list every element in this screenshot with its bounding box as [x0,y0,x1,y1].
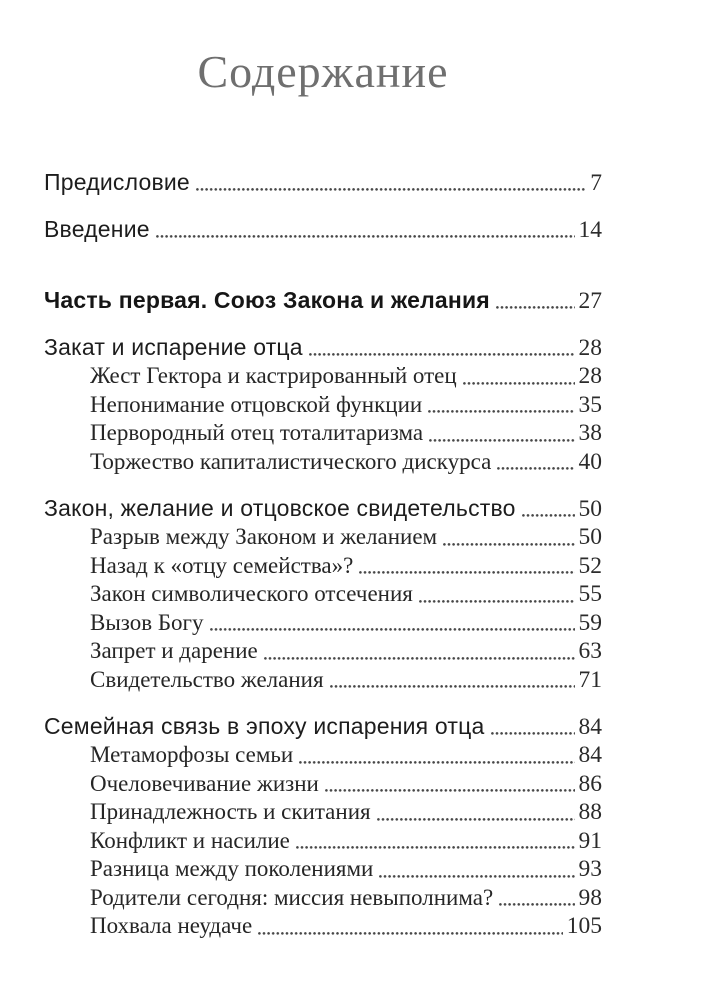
toc-entry-label: Закон символического отсечения [90,581,413,606]
dotted-leader [299,761,574,764]
dotted-leader [377,818,575,821]
dotted-leader [258,932,563,935]
toc-entry [44,712,602,741]
toc-entry-label: Разрыв между Законом и желанием [90,524,438,549]
toc-entry-page: 50 [578,524,602,550]
toc-entry-label: Семейная связь в эпоху испарения отца [44,713,485,739]
toc-entry-page: 50 [578,496,602,522]
toc-entry-label: Разница между поколениями [90,856,374,881]
toc-entry-page: 55 [578,581,602,607]
page-title: Содержание [197,46,449,97]
toc-entry [44,827,602,856]
toc-entry-page: 28 [578,335,602,361]
toc-entry [44,419,602,448]
dotted-leader [309,353,575,356]
toc-entry-page: 71 [578,666,602,693]
dotted-leader [419,600,575,603]
toc-entry-label: Закат и испарение отца [44,334,303,360]
toc-content [44,46,602,941]
dotted-leader [379,875,574,878]
dotted-leader [196,188,586,191]
toc-entry [44,215,602,244]
toc-entry-page: 93 [578,856,602,882]
dotted-leader [210,628,575,631]
toc-entry [44,884,602,913]
toc-entry-label: Введение [44,216,150,242]
toc-entry [44,798,602,827]
toc-entry [44,770,602,799]
dotted-leader [264,657,575,660]
toc-entry [44,494,602,523]
toc-list [44,168,602,941]
toc-entry [44,580,602,609]
toc-entry-label: Родители сегодня: миссия невыполнима? [90,884,494,910]
toc-entry-label: Вызов Богу [90,609,204,635]
toc-entry-page: 84 [578,714,602,740]
toc-entry-label: Торжество капиталистического дискурса [90,448,492,474]
toc-entry-label: Свидетельство желания [90,666,324,692]
toc-entry [44,855,602,884]
toc-entry-page: 91 [578,827,602,854]
dotted-leader [359,571,574,574]
dotted-leader [497,467,574,470]
toc-entry-page: 98 [578,884,602,911]
toc-entry-page: 88 [578,799,602,825]
toc-entry [44,552,602,581]
toc-entry-label: Похвала неудаче [90,913,253,938]
dotted-leader [443,543,574,546]
toc-entry-page: 38 [578,420,602,446]
dotted-leader [496,306,575,309]
toc-entry-label: Первородный отец тоталитаризма [90,420,424,445]
toc-entry-page: 7 [590,170,602,196]
toc-entry-page: 105 [566,913,602,939]
toc-entry-page: 14 [578,217,602,243]
toc-entry-page: 86 [578,770,602,797]
toc-entry-page: 35 [578,391,602,418]
toc-entry [44,523,602,552]
toc-entry [44,637,602,666]
toc-entry-page: 27 [578,288,602,314]
toc-entry [44,448,602,477]
toc-entry-label: Предисловие [44,169,190,195]
dotted-leader [428,410,574,413]
toc-entry [44,333,602,362]
toc-entry-label: Метаморфозы семьи [90,742,294,767]
toc-entry-page: 63 [578,638,602,664]
dotted-leader [499,903,574,906]
toc-entry [44,362,602,391]
dotted-leader [296,846,575,849]
toc-entry-label: Принадлежность и скитания [90,799,371,824]
dotted-leader [491,732,575,735]
dotted-leader [463,382,575,385]
toc-entry-page: 84 [578,742,602,768]
toc-entry-label: Запрет и дарение [90,638,258,663]
toc-entry-page: 59 [578,609,602,636]
toc-entry-label: Жест Гектора и кастрированный отец [90,363,457,388]
toc-entry [44,912,602,941]
toc-entry [44,609,602,638]
toc-entry-label: Закон, желание и отцовское свидетельство [44,495,516,521]
dotted-leader [330,685,575,688]
toc-entry [44,286,602,315]
toc-entry-page: 28 [578,363,602,389]
dotted-leader [522,514,575,517]
toc-entry-label: Очеловечивание жизни [90,770,319,796]
dotted-leader [429,439,574,442]
toc-entry-label: Часть первая. Союз Закона и желания [44,287,490,313]
toc-entry [44,741,602,770]
toc-entry-page: 52 [578,552,602,579]
dotted-leader [156,235,575,238]
dotted-leader [325,789,575,792]
toc-entry [44,666,602,695]
toc-entry-label: Непонимание отцовской функции [90,391,423,417]
toc-entry [44,391,602,420]
toc-entry-label: Назад к «отцу семейства»? [90,552,354,578]
toc-entry-label: Конфликт и насилие [90,827,290,853]
toc-entry-page: 40 [578,448,602,475]
toc-entry [44,168,602,197]
